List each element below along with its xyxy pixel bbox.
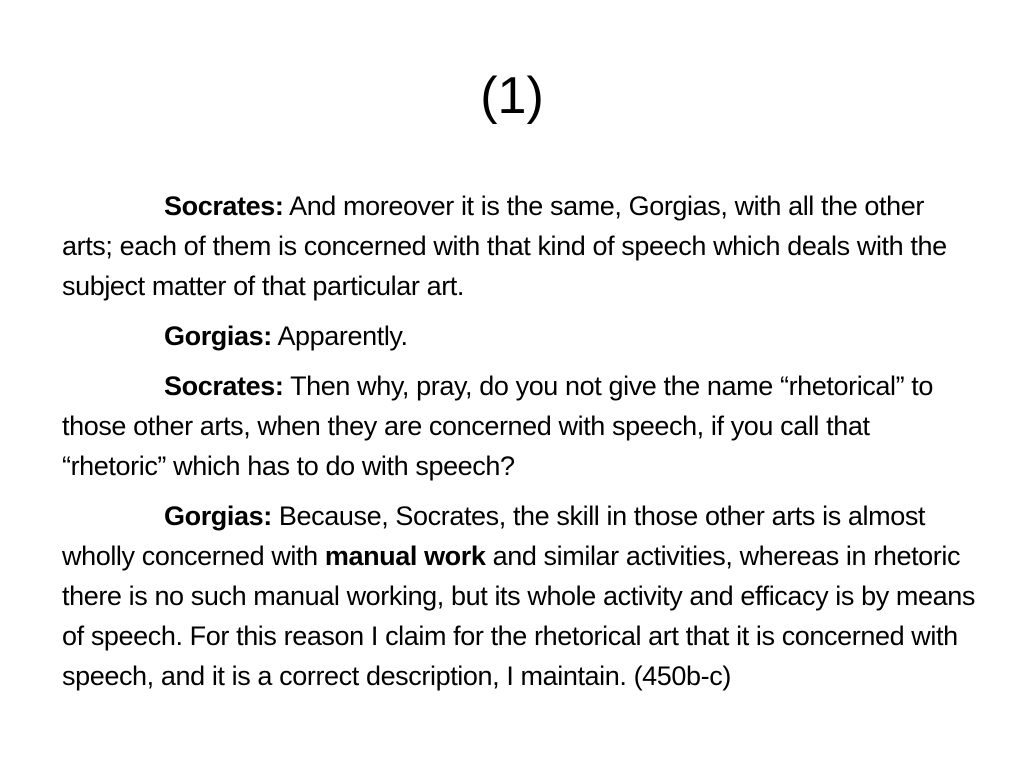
dialogue-text: Apparently. (271, 321, 408, 351)
dialogue-text: Because, Socrates, the skill in those other arts is almost wholly concerned with (62, 501, 926, 571)
dialogue-paragraph (62, 366, 977, 486)
dialogue-paragraph (62, 316, 977, 356)
dialogue-text: Then why, pray, do you not give the name “rhetorical” to those other arts, when they are concerned with speech, if you call that “rhetoric” which has to do with speech? (62, 371, 934, 481)
slide-body (62, 186, 977, 706)
speaker-label: Socrates: (164, 371, 284, 401)
dialogue-text: and similar activities, whereas in rhetoric there is no such manual working, but its whole activity and efficacy is by means of speech. For this reason I claim for the rhetorical art that it is concerned with speech, and it is a correct description, I maintain. (450b-c) (62, 541, 975, 691)
dialogue-paragraph (62, 496, 977, 696)
dialogue-text: And moreover it is the same, Gorgias, with all the other arts; each of them is concerned with that kind of speech which deals with the subject matter of that particular art. (62, 191, 947, 301)
slide-title: (1) (480, 67, 544, 125)
dialogue-paragraph (62, 186, 977, 306)
speaker-label: Socrates: (164, 191, 284, 221)
speaker-label: Gorgias: (164, 501, 272, 531)
speaker-label: Gorgias: (164, 321, 272, 351)
emphasis-text: manual work (324, 541, 486, 571)
